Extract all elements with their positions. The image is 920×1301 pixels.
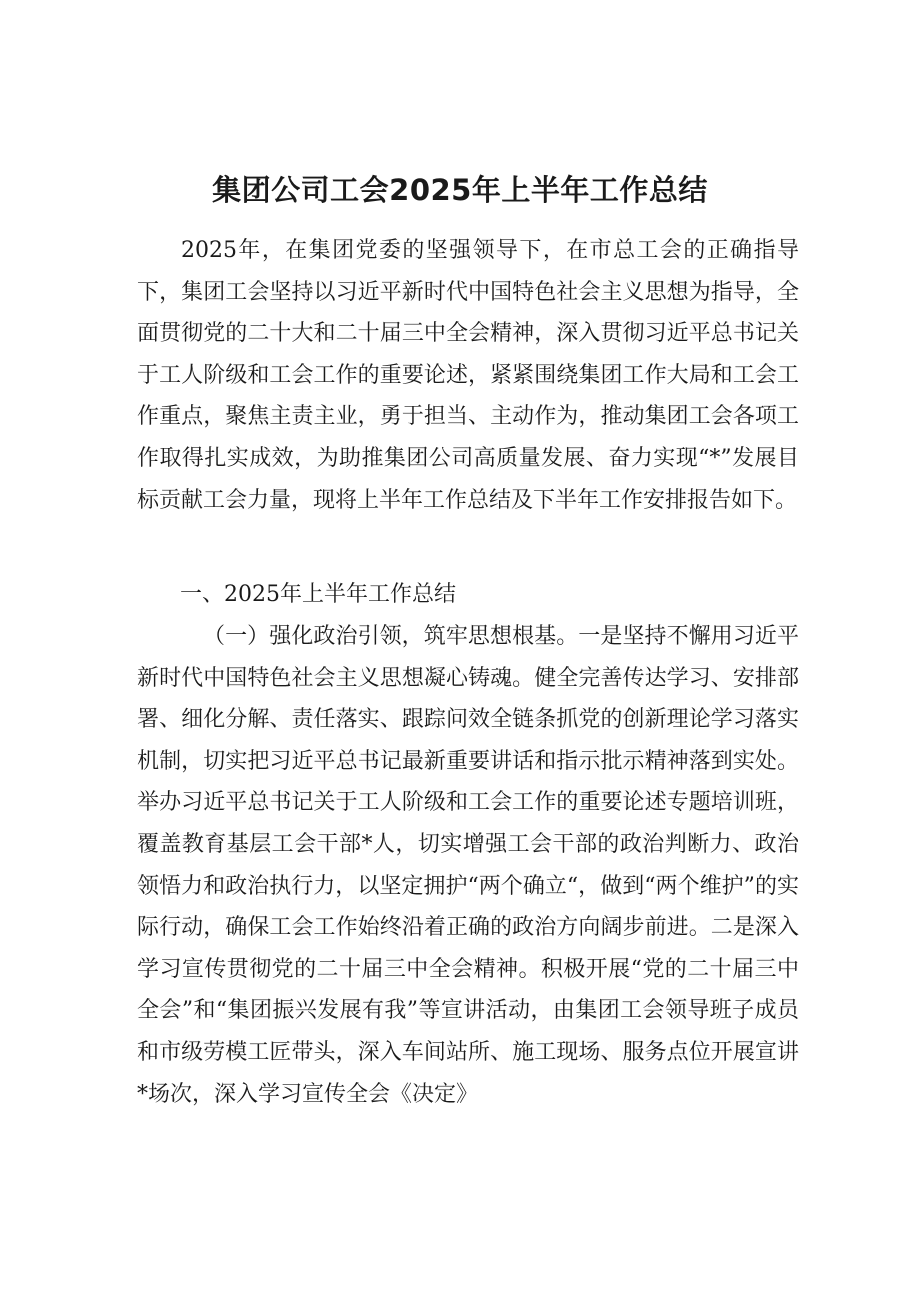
document-title: 集团公司工会2025年上半年工作总结 bbox=[212, 173, 708, 207]
section-heading: 一、2025年上半年工作总结 bbox=[180, 582, 456, 607]
intro-paragraph: 2025年，在集团党委的坚强领导下，在市总工会的正确指导下，集团工会坚持以习近平新时代中国特色社会主义思想为指导，全面贯彻党的二十大和二十届三中全会精神，深入贯彻习近平总书记关于工人阶级和工会工作的重要论述，紧紧围绕集团工作大局和工会工作重点，聚焦主责主业，勇于担当、主动作为，推动集团工会各项工作取得扎实成效，为助推集团公司高质量发展、奋力实现“*”发展目标贡献工会力量，现将上半年工作总结及下半年工作安排报告如下。 bbox=[137, 238, 799, 513]
section-paragraph: （一）强化政治引领，筑牢思想根基。一是坚持不懈用习近平新时代中国特色社会主义思想凝心铸魂。健全完善传达学习、安排部署、细化分解、责任落实、跟踪问效全链条抓党的创新理论学习落实机制，切实把习近平总书记最新重要讲话和指示批示精神落到实处。举办习近平总书记关于工人阶级和工会工作的重要论述专题培训班，覆盖教育基层工会干部*人，切实增强工会干部的政治判断力、政治领悟力和政治执行力，以坚定拥护“两个确立“，做到“两个维护”的实际行动，确保工会工作始终沿着正确的政治方向阔步前进。二是深入学习宣传贯彻党的二十届三中全会精神。积极开展“党的二十届三中全会”和“集团振兴发展有我”等宣讲活动，由集团工会领导班子成员和市级劳模工匠带头，深入车间站所、施工现场、服务点位开展宣讲*场次，深入学习宣传全会《决定》 bbox=[137, 624, 799, 1107]
